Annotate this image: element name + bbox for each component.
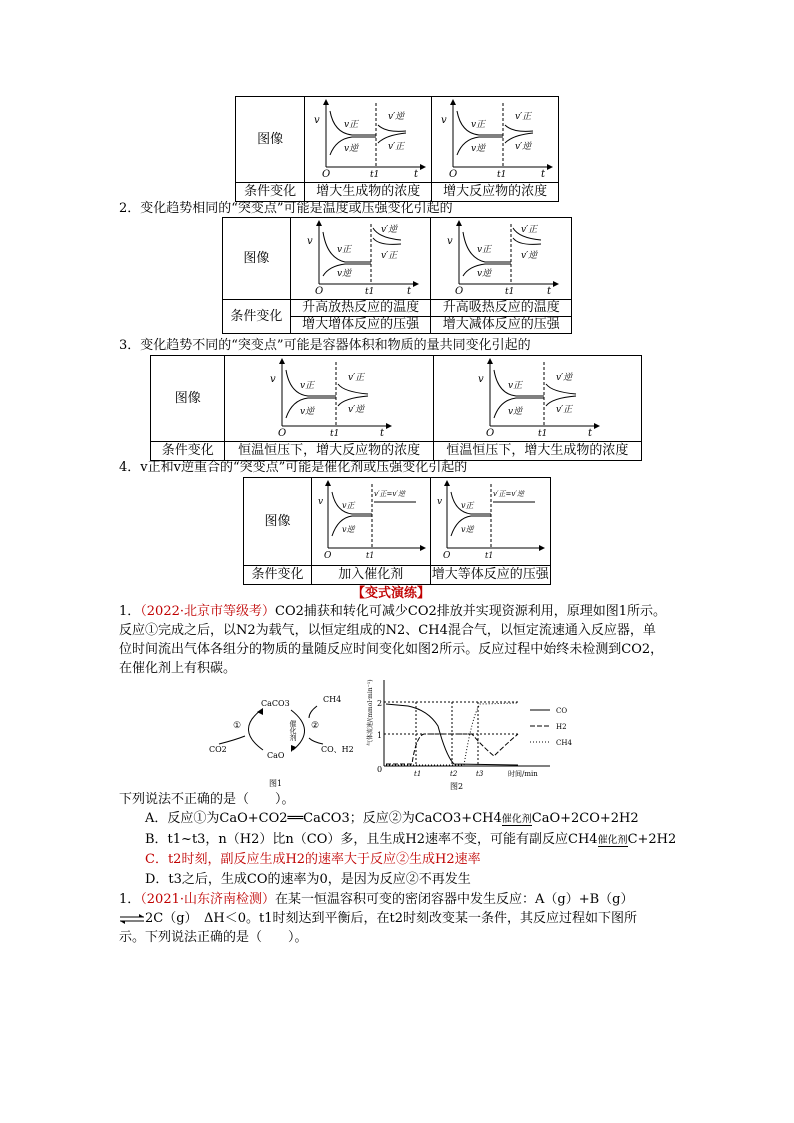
figure-2-flow-chart — [368, 676, 598, 794]
svg-text:t: t — [541, 169, 546, 180]
svg-text:t1: t1 — [505, 287, 515, 297]
svg-text:v: v — [270, 374, 276, 385]
svg-text:v′正: v′正 — [556, 405, 573, 415]
svg-text:O: O — [455, 286, 464, 297]
svg-text:v逆: v逆 — [508, 407, 523, 417]
section-2-heading: 2．变化趋势相同的“突变点”可能是温度或压强变化引起的 — [119, 201, 453, 216]
row-label-condition: 条件变化 — [223, 300, 291, 334]
vt-graph-2a — [301, 218, 421, 297]
table-3 — [150, 355, 642, 461]
svg-text:v正: v正 — [344, 120, 359, 130]
condition-4b: 增大等体反应的压强 — [430, 566, 550, 585]
graph-cell-2b — [431, 218, 572, 300]
q1-line3: 位时间流出气体各组分的物质的量随反应时间变化如图2所示。反应过程中始终未检测到CO2， — [119, 642, 664, 657]
svg-text:CO、H2: CO、H2 — [321, 745, 354, 754]
svg-text:v′逆: v′逆 — [380, 225, 397, 235]
q2-line1: 1．（2021·山东济南检测）在某一恒温容积可变的密闭容器中发生反应：A（g）+B（g） — [119, 892, 634, 907]
svg-text:v′正: v′正 — [380, 251, 397, 261]
svg-text:v′逆: v′逆 — [521, 251, 538, 261]
condition-1a: 增大生成物的浓度 — [305, 183, 432, 202]
svg-text:v′逆: v′逆 — [388, 112, 405, 122]
q1-stem: 下列说法不正确的是（ ）。 — [119, 792, 295, 807]
q2-source: （2021·山东济南检测） — [140, 892, 275, 907]
svg-text:t1: t1 — [364, 287, 374, 297]
vt-graph-4b — [435, 478, 545, 560]
svg-text:CaO: CaO — [267, 751, 285, 760]
svg-text:t3: t3 — [476, 770, 484, 778]
svg-text:v: v — [306, 236, 313, 247]
svg-text:v逆: v逆 — [477, 269, 492, 279]
svg-text:图2: 图2 — [450, 782, 464, 791]
svg-text:t: t — [547, 286, 552, 297]
svg-text:v正: v正 — [508, 381, 523, 391]
svg-text:CH4: CH4 — [556, 739, 572, 747]
svg-text:CH4: CH4 — [323, 695, 342, 704]
svg-text:1: 1 — [377, 731, 383, 740]
svg-text:v′逆: v′逆 — [556, 373, 573, 383]
row-label-condition: 条件变化 — [244, 566, 312, 585]
svg-text:O: O — [443, 551, 451, 561]
svg-text:2: 2 — [377, 699, 383, 708]
condition-3b: 恒温恒压下，增大生成物的浓度 — [433, 442, 641, 461]
svg-text:v正: v正 — [461, 501, 474, 510]
q1-option-b[interactable]: B．t1~t3，n（H2）比n（CO）多，且生成H2速率不变，可能有副反应CH4催化剂C+2H2 — [145, 832, 677, 847]
svg-text:v逆: v逆 — [461, 525, 474, 534]
graph-cell-3b — [433, 356, 641, 442]
svg-text:t1: t1 — [330, 429, 340, 439]
svg-text:H2: H2 — [556, 723, 567, 731]
vt-graph-1a — [308, 97, 428, 180]
svg-text:CaCO3: CaCO3 — [261, 699, 290, 708]
svg-text:t2: t2 — [450, 770, 458, 778]
table-1 — [235, 96, 559, 202]
svg-text:O: O — [323, 551, 332, 561]
figure-1-cycle-diagram — [205, 690, 365, 790]
svg-text:O: O — [322, 169, 331, 180]
vt-graph-3b — [472, 356, 602, 439]
q1-option-c[interactable]: C．t2时刻，副反应生成H2的速率大于反应②生成H2速率 — [145, 852, 481, 867]
q2-line3: 示。下列说法正确的是（ ）。 — [119, 930, 308, 945]
svg-text:v正: v正 — [477, 245, 492, 255]
section-3-heading: 3．变化趋势不同的“突变点”可能是容器体积和物质的量共同变化引起的 — [119, 338, 531, 353]
svg-text:气体流速/(mmol·min⁻¹): 气体流速/(mmol·min⁻¹) — [367, 679, 374, 746]
svg-text:t1: t1 — [497, 170, 507, 180]
svg-text:O: O — [278, 428, 287, 439]
graph-cell-1a — [305, 97, 432, 183]
row-label-image: 图像 — [244, 478, 312, 566]
vt-graph-2b — [441, 218, 561, 297]
svg-text:时间/min: 时间/min — [508, 770, 538, 778]
svg-text:v逆: v逆 — [344, 144, 359, 154]
svg-text:v′正: v′正 — [388, 142, 405, 152]
svg-text:v: v — [317, 497, 323, 507]
row-label-condition: 条件变化 — [151, 442, 225, 461]
svg-text:v: v — [437, 497, 443, 507]
svg-text:t1: t1 — [485, 551, 494, 560]
equilibrium-arrow-icon — [119, 913, 145, 925]
svg-text:v′正=v′逆: v′正=v′逆 — [373, 490, 405, 498]
row-label-image: 图像 — [151, 356, 225, 442]
svg-text:v: v — [478, 374, 484, 385]
graph-cell-4a — [311, 478, 430, 566]
row-label-image: 图像 — [223, 218, 291, 300]
row-label-image: 图像 — [236, 97, 305, 183]
table-2 — [222, 217, 572, 334]
graph-cell-4b — [430, 478, 550, 566]
condition-4a: 加入催化剂 — [311, 566, 430, 585]
svg-text:v′逆: v′逆 — [348, 405, 365, 415]
svg-text:v′正: v′正 — [515, 112, 532, 122]
svg-text:t: t — [380, 428, 385, 439]
svg-text:t: t — [414, 169, 419, 180]
svg-text:v: v — [447, 236, 453, 247]
condition-2b2: 增大减体反应的压强 — [431, 317, 572, 334]
svg-text:图1: 图1 — [269, 779, 283, 788]
svg-text:t1: t1 — [370, 170, 380, 180]
svg-text:t1: t1 — [538, 429, 548, 439]
practice-banner: 【变式演练】 — [352, 586, 431, 601]
vt-graph-3a — [264, 356, 394, 439]
svg-text:v正: v正 — [336, 245, 351, 255]
table-4 — [243, 477, 551, 585]
svg-text:v逆: v逆 — [336, 269, 351, 279]
svg-text:v: v — [441, 115, 447, 126]
condition-2a1: 升高放热反应的温度 — [290, 300, 431, 317]
condition-2a2: 增大增体反应的压强 — [290, 317, 431, 334]
svg-text:0: 0 — [377, 765, 383, 774]
vt-graph-4a — [316, 478, 426, 560]
svg-text:①: ① — [233, 721, 242, 731]
svg-text:CO: CO — [556, 707, 568, 715]
graph-cell-3a — [225, 356, 433, 442]
svg-text:v正: v正 — [471, 120, 486, 130]
svg-text:v正: v正 — [300, 381, 315, 391]
svg-text:v逆: v逆 — [300, 407, 315, 417]
svg-text:v′正=v′逆: v′正=v′逆 — [493, 490, 525, 498]
q1-line1: 1．（2022·北京市等级考）CO2捕获和转化可减少CO2排放并实现资源利用，原理如图1所示。 — [119, 604, 667, 619]
svg-text:v′正: v′正 — [521, 225, 538, 235]
condition-3a: 恒温恒压下，增大反应物的浓度 — [225, 442, 433, 461]
q2-line2: 2C（g） ΔH＜0。t1时刻达到平衡后，在t2时刻改变某一条件，其反应过程如下图所 — [119, 910, 637, 928]
svg-text:t: t — [588, 428, 593, 439]
graph-cell-2a — [290, 218, 431, 300]
condition-2b1: 升高吸热反应的温度 — [431, 300, 572, 317]
q1-line2: 反应①完成之后，以N2为载气，以恒定组成的N2、CH4混合气，以恒定流速通入反应器，单 — [119, 623, 656, 638]
svg-text:t: t — [406, 286, 411, 297]
svg-text:v′逆: v′逆 — [515, 142, 532, 152]
svg-text:②: ② — [311, 721, 320, 731]
svg-text:O: O — [449, 169, 458, 180]
q1-line4: 在催化剂上有积碳。 — [119, 661, 237, 676]
vt-graph-1b — [435, 97, 555, 180]
q1-option-a[interactable]: A．反应①为CaO+CO2══CaCO3；反应②为CaCO3+CH4催化剂CaO+2CO+2H2 — [145, 811, 639, 826]
row-label-condition: 条件变化 — [236, 183, 305, 202]
section-4-heading: 4．v正和v逆重合的“突变点”可能是催化剂或压强变化引起的 — [119, 460, 468, 475]
q1-source: （2022·北京市等级考） — [140, 604, 275, 619]
svg-text:催化剂: 催化剂 — [289, 720, 297, 741]
axis-v-label: v — [314, 115, 320, 126]
svg-text:t1: t1 — [365, 551, 375, 560]
svg-text:O: O — [486, 428, 495, 439]
graph-cell-1b — [432, 97, 559, 183]
svg-text:CO2: CO2 — [209, 745, 227, 754]
svg-text:v正: v正 — [341, 501, 355, 510]
svg-text:v逆: v逆 — [341, 525, 355, 534]
svg-text:t1: t1 — [414, 770, 422, 778]
svg-text:O: O — [314, 286, 323, 297]
svg-text:v′正: v′正 — [348, 373, 365, 383]
q1-option-d[interactable]: D．t3之后，生成CO的速率为0，是因为反应②不再发生 — [145, 872, 471, 887]
svg-text:v逆: v逆 — [471, 144, 486, 154]
condition-1b: 增大反应物的浓度 — [432, 183, 559, 202]
